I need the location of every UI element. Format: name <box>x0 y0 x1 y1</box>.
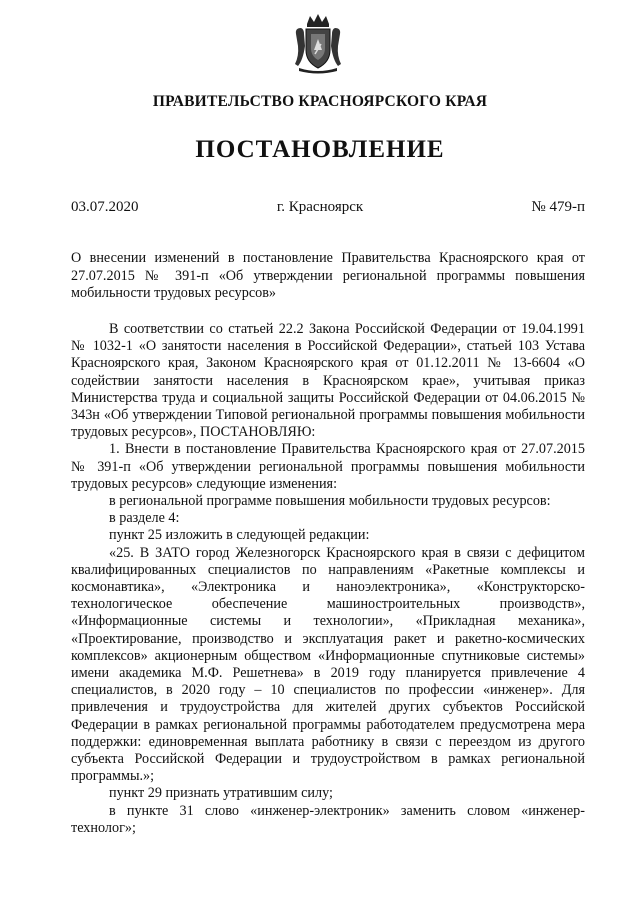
paragraph: В соответствии со статьей 22.2 Закона Российской Федерации от 19.04.1991 № 1032-1 «О занятости населения в Российской Федерации», статьей 103 Устава Красноярского края, Законом Красноярского края от 01.12.2011 № 13-6604 «О содействии занятости населения в Красноярском крае», учитывая приказ Министерства труда и социальной защиты Российской Федерации от 04.06.2015 № 343н «Об утверждении Типовой региональной программы повышения мобильности трудовых ресурсов», ПОСТАНОВЛЯЮ: <box>71 321 585 441</box>
paragraph: в региональной программе повышения мобильности трудовых ресурсов: <box>109 493 551 510</box>
paragraph: пункт 29 признать утратившим силу; <box>109 785 333 802</box>
paragraph: в пункте 31 слово «инженер-электроник» заменить словом «инженер-технолог»; <box>71 802 585 836</box>
paragraph: 1. Внести в постановление Правительства Красноярского края от 27.07.2015 № 391-п «Об утверждении региональной программы повышения мобильности трудовых ресурсов» следующие изменения: <box>71 441 585 492</box>
document-number: № 479-п <box>531 199 585 215</box>
paragraph: пункт 25 изложить в следующей редакции: <box>109 527 370 544</box>
document-type-title: ПОСТАНОВЛЕНИЕ <box>195 136 445 163</box>
document-body <box>71 321 585 837</box>
government-name: ПРАВИТЕЛЬСТВО КРАСНОЯРСКОГО КРАЯ <box>152 93 488 110</box>
document-date: 03.07.2020 <box>71 199 139 215</box>
paragraph: «25. В ЗАТО город Железногорск Красноярского края в связи с дефицитом квалифицированных специалистов по направлениям «Ракетные комплексы и космонавтика», «Электроника и наноэлектроника», «Конструкторско-технологическое обеспечение машиностроительных производств», «Информационные системы и технологии», «Прикладная механика», «Проектирование, производство и эксплуатация ракет и ракетно-космических комплексов» акционерным обществом «Информационные спутниковые системы» имени академика М.Ф. Решетнева» в 2019 году планируется привлечение 4 специалистов, в 2020 году – 10 специалистов по профессии «инженер». Для привлечения и трудоустройства для жителей других субъектов Российской Федерации в рамках региональной программы работодателем предусмотрена мера поддержки: единовременная выплата работнику в связи с переездом из другого субъекта Российской Федерации и трудоустройством в рамках региональной программы.»; <box>71 544 585 785</box>
coat-of-arms-icon <box>293 12 343 74</box>
document-subject: О внесении изменений в постановление Правительства Красноярского края от 27.07.2015 № 391-п «Об утверждении региональной программы повышения мобильности трудовых ресурсов» <box>71 250 585 301</box>
document-city: г. Красноярск <box>276 199 364 215</box>
paragraph: в разделе 4: <box>109 510 180 527</box>
